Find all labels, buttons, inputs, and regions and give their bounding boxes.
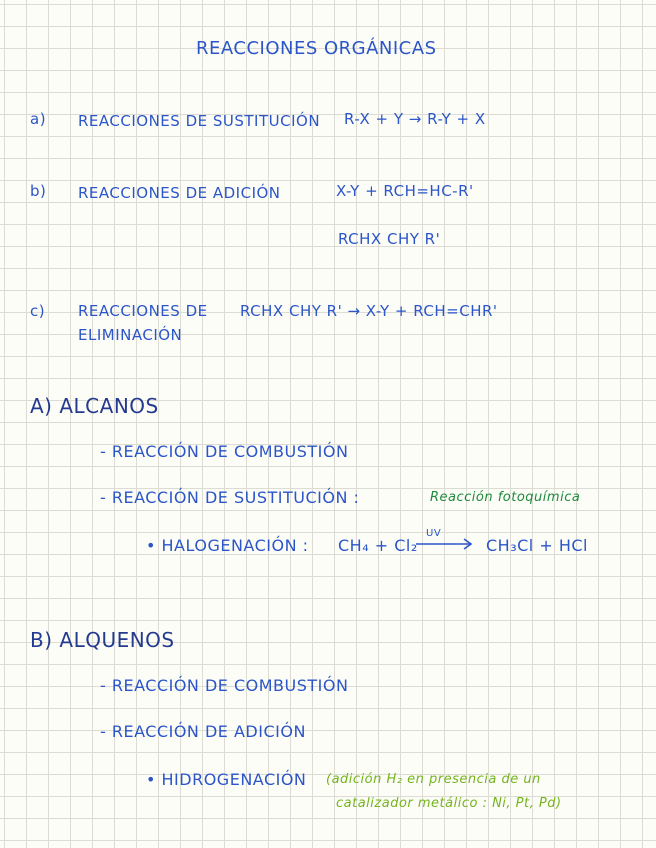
alcanos-combustion: - REACCIÓN DE COMBUSTIÓN <box>100 442 349 461</box>
reaction-b-formula2: RCHX CHY R' <box>338 230 441 248</box>
page-title: REACCIONES ORGÁNICAS <box>196 38 437 59</box>
reaction-b-formula: X-Y + RCH=HC-R' <box>336 182 474 200</box>
alcanos-heading: A) ALCANOS <box>30 394 159 418</box>
reaction-b-label: b) <box>30 182 47 200</box>
reaction-a-formula: R-X + Y → R-Y + X <box>344 110 486 128</box>
reaction-c-name2: ELIMINACIÓN <box>78 326 183 344</box>
alquenos-adicion: - REACCIÓN DE ADICIÓN <box>100 722 306 741</box>
reaction-b-name: REACCIONES DE ADICIÓN <box>78 184 281 202</box>
alquenos-hidrogenacion: • HIDROGENACIÓN <box>146 770 307 789</box>
alcanos-halogenacion: • HALOGENACIÓN : <box>146 536 309 555</box>
alcanos-arrow-label: UV <box>426 528 442 539</box>
alquenos-note-line2: catalizador metálico : Ni, Pt, Pd) <box>336 796 562 811</box>
alcanos-eq-left: CH₄ + Cl₂ <box>338 536 418 555</box>
alcanos-note: Reacción fotoquímica <box>430 490 581 505</box>
reaction-a-label: a) <box>30 110 47 128</box>
alquenos-note-line1: (adición H₂ en presencia de un <box>326 772 541 787</box>
reaction-c-formula: RCHX CHY R' → X-Y + RCH=CHR' <box>240 302 498 320</box>
reaction-arrow <box>414 536 476 550</box>
alquenos-heading: B) ALQUENOS <box>30 628 175 652</box>
reaction-a-name: REACCIONES DE SUSTITUCIÓN <box>78 112 321 130</box>
reaction-c-name: REACCIONES DE <box>78 302 208 320</box>
alcanos-sustitucion: - REACCIÓN DE SUSTITUCIÓN : <box>100 488 360 507</box>
reaction-c-label: c) <box>30 302 46 320</box>
alcanos-eq-right: CH₃Cl + HCl <box>486 536 588 555</box>
alquenos-combustion: - REACCIÓN DE COMBUSTIÓN <box>100 676 349 695</box>
